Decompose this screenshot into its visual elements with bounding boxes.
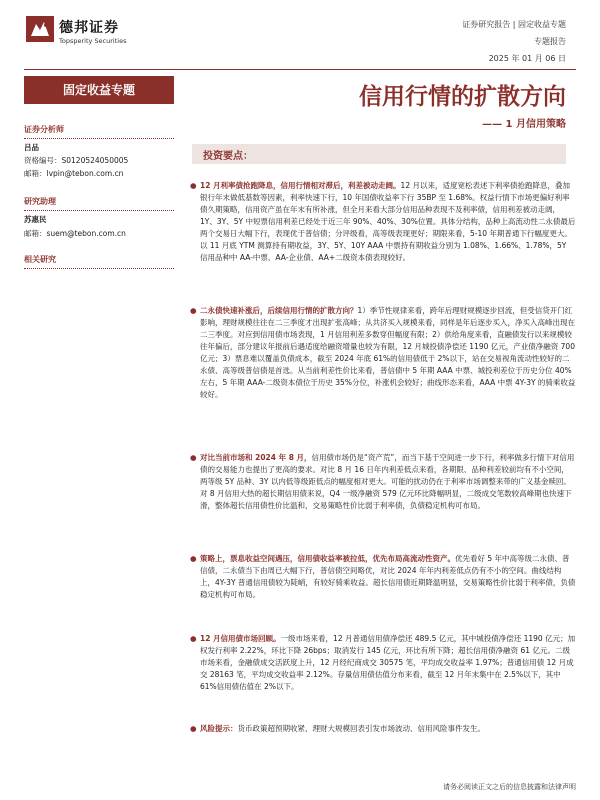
point-text: 一级市场来看，12 月普通信用债净偿还 489.5 亿元，其中城投债净偿还 1190 亿元；加权发行利率 2.22%，环比下降 26bps；取消发行 145 亿元，环比有所下降；超长信用债净融资 61 亿元。二级市场来看，金融债成交活跃度上升，12 月经纪商成交 30575 笔，平均成交收益率 1.97%；普通信用债 12 月成交 28163 笔，平均成交收益率 2.12%。存量信用债估值分布来看，截至 12 月年末集中在 2.5%以下，其中 61%信用债估值在 2%以下。 — [200, 634, 576, 691]
company-name-cn: 德邦证券 — [59, 20, 119, 36]
header-divider — [24, 69, 576, 70]
analyst-cert: 资格编号：S0120524050005 — [24, 156, 129, 165]
investment-points-label: 投资要点： — [203, 151, 253, 162]
bullet-icon: ● — [190, 724, 197, 733]
bullet-icon: ● — [190, 554, 197, 563]
point-highlight: 对比当前市场和 2024 年 8 月， — [200, 453, 312, 462]
bullet-icon: ● — [190, 181, 197, 190]
point-highlight: 二永债快速补涨后，后续信用行情的扩散方向？ — [200, 306, 358, 315]
point-text: 信用债市场仍是“资产荒”，而当下基于空间进一步下行，利率做多行情下对信用债的交易能力也提出了更高的要求。对比 8 月 16 日年内利差低点来看，各期限、品种利差较前均有不小空间，两等级 5Y 品种、3Y 以内低等级距低点的幅度相对更大。可能的扰动仍在于利率市场调整来带的广义基金赎回。对 8 月信用大热的超长期信用债来说，Q4 一级净融资 579 亿元环比降幅明显，二级成交笔数较高峰期也快速下滑，整体超长信用债性价比温和，交易策略性价比弱于利率债，负债稳定机构可布局。 — [200, 453, 575, 510]
analyst-label: 证券分析师 — [24, 124, 174, 139]
investment-point-3 — [190, 452, 576, 512]
analyst-email[interactable]: 邮箱：lvpin@tebon.com.cn — [24, 169, 124, 178]
investment-point-2 — [190, 305, 576, 401]
analyst-name: 吕品 — [24, 143, 39, 152]
investment-point-4 — [190, 553, 576, 601]
company-logo — [26, 16, 178, 50]
point-highlight: 12 月信用债市场回顾。 — [200, 634, 281, 643]
point-highlight: 风险提示： — [200, 724, 238, 733]
point-text: 优先看好 5 年中高等级二永债、普信债，二永债当下由周已大幅下行，普信债空间略优，对比 2024 年年内利差低点仍有不小的空间。曲线结构上，4Y-3Y 普通信用债较为陡峭，有较好骑乘收益。超长信用债近期降温明显，交易策略性价比弱于利率债，负债稳定机构可布局。 — [200, 554, 576, 599]
page-title: 信用行情的扩散方向 — [359, 83, 566, 110]
bullet-icon: ● — [190, 453, 197, 462]
logo-mark-icon — [26, 16, 54, 42]
point-text: 货币政策超预期收紧、理财大规模回表引发市场波动、信用风险事件发生。 — [237, 724, 485, 733]
related-research-label: 相关研究 — [24, 254, 174, 269]
investment-point-1 — [190, 180, 576, 264]
report-meta — [462, 16, 566, 67]
report-date: 2025 年 01 月 06 日 — [488, 54, 566, 63]
point-highlight: 12 月利率债抢跑降息，信用行情相对滞后，利差被动走阔。 — [200, 181, 401, 190]
point-highlight: 策略上，票息收益空间遇压，信用债收益率被拉低，优先布局高流动性资产。 — [200, 554, 455, 563]
disclaimer-footer: 请务必阅读正文之后的信息披露和法律声明 — [443, 783, 576, 791]
point-text: 1）季节性规律来看，跨年后理财规模逐步回流，但受信贷开门红影响，理财规模往往在二三季度才出现扩张高峰；从共济买入规模来看，同样是年后逐步买入，净买入高峰出现在二三季度。对应到信用债市场表现，1 月信用利差多数穿但幅度有限；2）供给角度来看，直融债发行以来规模较往年偏后，部分建议年报前后遇适度给融资增量也较为有限，12 月城投债净偿还 1190 亿元，产业债净融资 700 亿元；3）票息难以覆盖负债成本，截至 2024 年底 61%的信用债低于 2%以下，站在交易视角流动性较好的二永债、高等级普信债是首选。从当前利差性价比来看，普信债中 5 年期 AAA 中票、城投利差位于历史分位 40%左右，5 年期 AAA-二级资本债位于历史 35%分位，补涨机会较好；曲线形态来看，AAA 中票 4Y-3Y 的骑乘收益较好。 — [200, 306, 576, 399]
bullet-icon: ● — [190, 306, 197, 315]
investment-point-5 — [190, 633, 576, 693]
company-name-en: Topsperity Securities — [59, 37, 127, 45]
point-text: 12 月以来，适度宽松表述下利率债抢跑降息，叠加银行年末做低基数等因素，利率快速下行，10 年国债收益率下行 35BP 至 1.68%。权益行情下市场更偏好利率债久期策略，信用资产虽在年末有所补涨，但全月来看大部分信用品种表现不及利率债，信用利差被动走阔，1Y、3Y、5Y 中短票信用利差已经处于近三年 90%、40%、30%位置。具体分结构，品种上高流动性二永债最后两个交易日大幅下行，表现优于普信债；分评级看，高等级表现更好；期限来看，5-10 年期普通下行幅度更大。以 11 月底 YTM 测算持有期收益，3Y、5Y、10Y AAA 中票持有期收益分别为 1.08%、1.66%、1.78%，5Y 信用品种中 AA-中票、AA-企业债、AA+二级资本债表现较好。 — [200, 181, 576, 262]
report-type: 证券研究报告 | 固定收益专题 — [462, 20, 566, 29]
investment-point-6 — [190, 723, 576, 735]
report-subtype: 专题报告 — [534, 37, 566, 46]
bullet-icon: ● — [190, 634, 197, 643]
assistant-label: 研究助理 — [24, 196, 174, 211]
assistant-name: 苏惠民 — [24, 215, 47, 224]
assistant-email[interactable]: 邮箱：suem@tebon.com.cn — [24, 229, 126, 238]
sidebar-banner: 固定收益专题 — [24, 76, 174, 104]
page-subtitle: —— 1 月信用策略 — [482, 119, 566, 130]
